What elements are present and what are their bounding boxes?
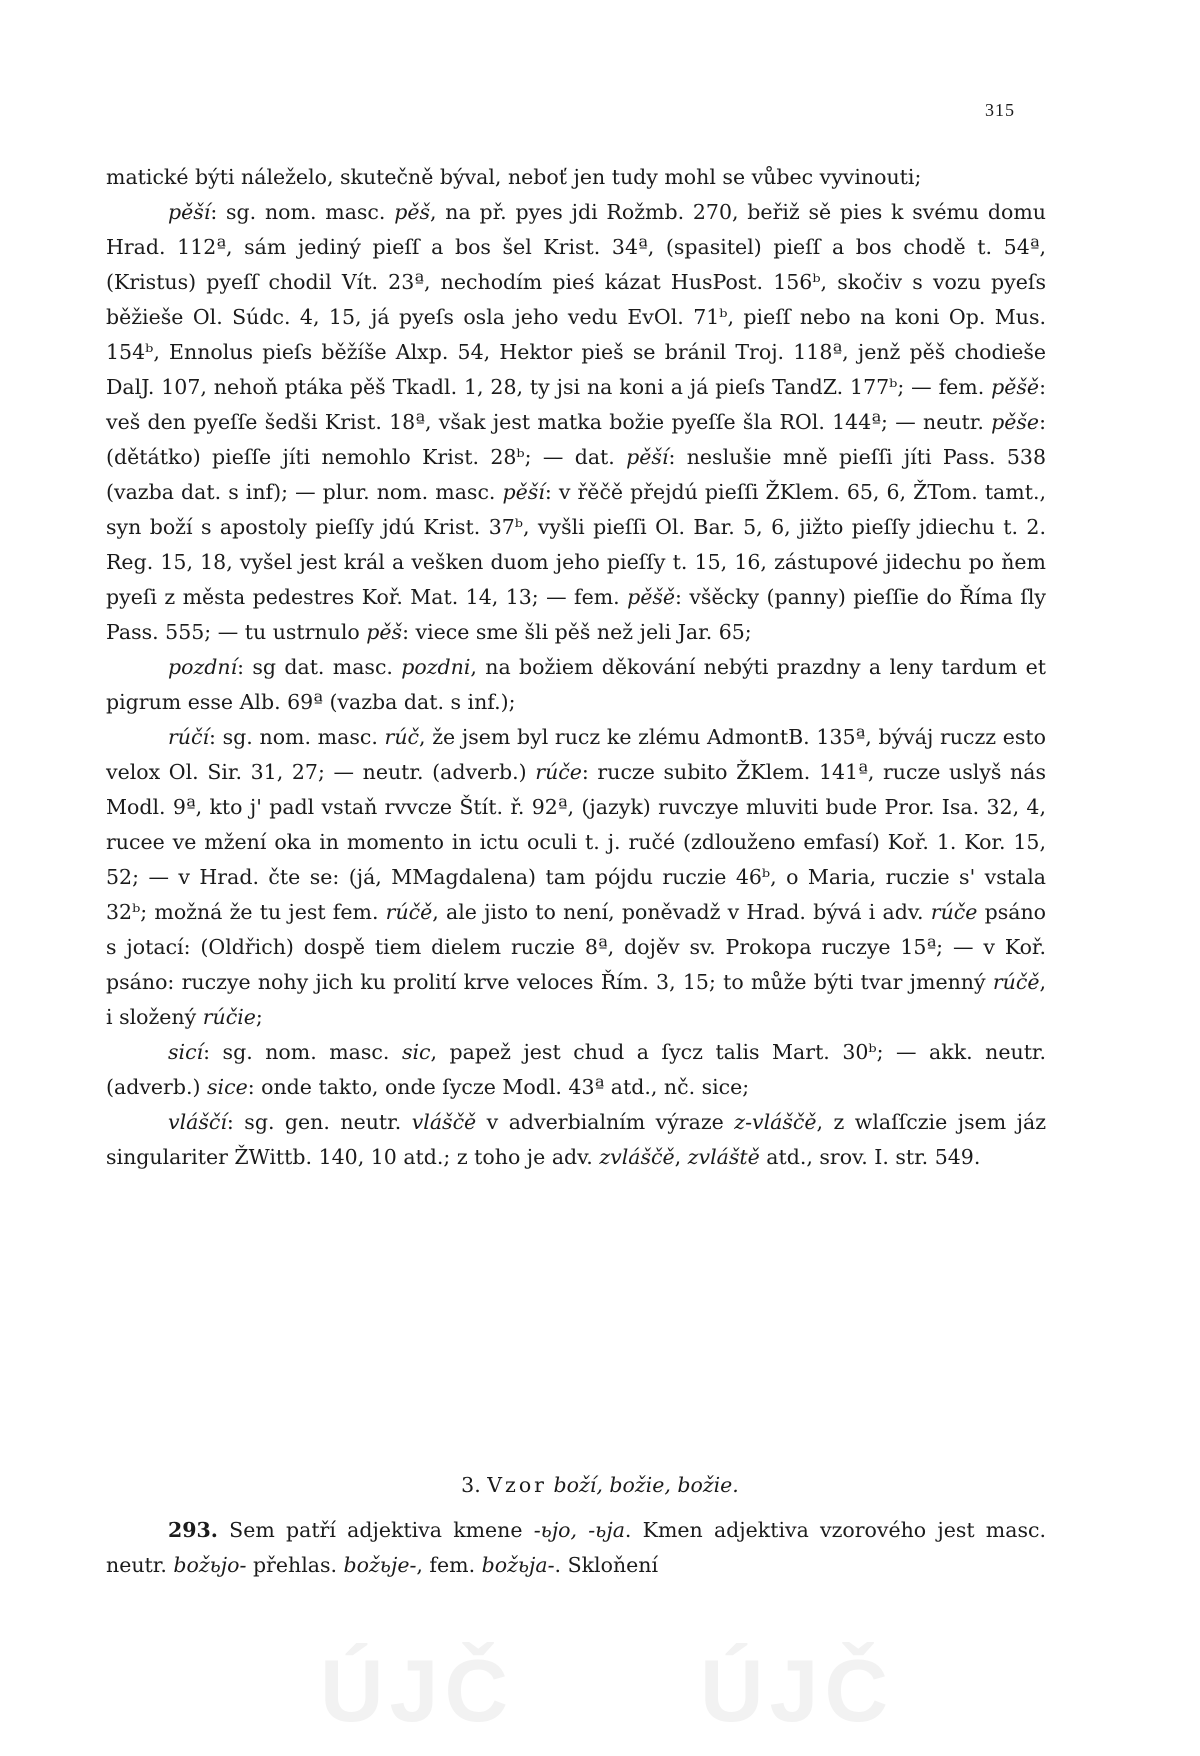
paragraph-run: matické býti náleželo, skutečně býval, neboť jen tudy mohl se vůbec vyvinouti; bbox=[106, 165, 922, 189]
paragraph-run: : veš den pyeſſe šedši Krist. 18ª, však jest matka božie pyeſſe šla ROl. 144ª; — neutr. bbox=[106, 375, 1046, 434]
paragraph-run: rúč bbox=[384, 725, 420, 749]
paragraph-run: pěše bbox=[991, 410, 1040, 434]
heading-spaced: Vzor bbox=[487, 1473, 547, 1497]
paragraph bbox=[106, 1105, 1046, 1175]
section-run: . Kmen adjektiva vzorového jest masc. neutr. bbox=[106, 1518, 1046, 1577]
paragraph-run: zvláščě bbox=[599, 1145, 675, 1169]
paragraph-run: pěš bbox=[394, 200, 430, 224]
paragraph-run: rúčí bbox=[168, 725, 210, 749]
paragraph-run: vláščí bbox=[168, 1110, 227, 1134]
paragraph-run: pozdni bbox=[401, 655, 471, 679]
paragraph-run: : (dětátko) pieſſe jíti nemohlo Krist. 28ᵇ; — dat. bbox=[106, 410, 1046, 469]
section-text bbox=[106, 1513, 1046, 1583]
section-run: božьjo- bbox=[173, 1553, 247, 1577]
paragraph bbox=[106, 1035, 1046, 1105]
section-run: . Skloňení bbox=[554, 1553, 659, 1577]
paragraph-run: sice bbox=[207, 1075, 248, 1099]
watermark-right: ÚJČ bbox=[700, 1641, 895, 1740]
paragraph-run: : onde takto, onde ſycze Modl. 43ª atd., nč. sice; bbox=[247, 1075, 750, 1099]
paragraph-run: v adverbialním výraze bbox=[476, 1110, 735, 1134]
paragraph-run: : sg. nom. masc. bbox=[209, 725, 385, 749]
body-text bbox=[106, 160, 1046, 1175]
paragraph-run: , že jsem byl rucz ke zlému AdmontB. 135ª, býváj ruczz esto velox Ol. Sir. 31, 27; — neutr. (adverb.) bbox=[106, 725, 1046, 784]
paragraph-run: pěšě bbox=[627, 585, 676, 609]
section-run: božьje- bbox=[343, 1553, 417, 1577]
paragraph-run: pěš bbox=[366, 620, 403, 644]
paragraph-run: : sg. nom. masc. bbox=[210, 200, 395, 224]
paragraph-run: sic bbox=[401, 1040, 431, 1064]
paragraph-run: ; bbox=[255, 1005, 263, 1029]
paragraph-run: atd., srov. I. str. 549. bbox=[759, 1145, 981, 1169]
watermark-left: ÚJČ bbox=[320, 1641, 515, 1740]
paragraph-run: : v řěčě přejdú pieſſi ŽKlem. 65, 6, ŽTom. tamt., syn boží s apostoly pieſſy jdú Krist. 37ᵇ, vyšli pieſſi Ol. Bar. 5, 6, jižto pieſſy jdiechu t. 2. Reg. 15, 18, vyšel jest král a vešken duom jeho pieſſy t. 15, 16, zástupové jidechu po ňem pyeſi z města pedestres Koř. Mat. 14, 13; — fem. bbox=[106, 480, 1046, 609]
paragraph bbox=[106, 195, 1046, 650]
paragraph-run: : všěcky (panny) pieſſie do Říma ſly Pass. 555; — tu ustrnulo bbox=[106, 585, 1046, 644]
section-run: , fem. bbox=[416, 1553, 482, 1577]
paragraph bbox=[106, 160, 1046, 195]
paragraph-run: rúče bbox=[535, 760, 582, 784]
paragraph-run: pozdní bbox=[168, 655, 238, 679]
paragraph-run: : sg. nom. masc. bbox=[203, 1040, 402, 1064]
heading-italic: boží, božie, božie. bbox=[553, 1473, 739, 1497]
paragraph-run: pěší bbox=[168, 200, 211, 224]
section-run: -ьjo, -ьja bbox=[533, 1518, 625, 1542]
paragraph-run: : neslušie mně pieſſi jíti Pass. 538 (vazba dat. s inf); — plur. nom. masc. bbox=[106, 445, 1046, 504]
heading-prefix: 3. bbox=[461, 1473, 488, 1497]
section-number: 293. bbox=[168, 1518, 218, 1542]
paragraph-run: rúčě bbox=[385, 900, 433, 924]
paragraph-run: rúče bbox=[930, 900, 978, 924]
paragraph-run: vláščě bbox=[411, 1110, 477, 1134]
paragraph-run: , na božiem děkování nebýti prazdny a leny tardum et pigrum esse Alb. 69ª (vazba dat. s inf.); bbox=[106, 655, 1046, 714]
paragraph-run: : sg. gen. neutr. bbox=[226, 1110, 412, 1134]
paragraph-run: psáno s jotací: (Oldřich) dospě tiem dielem ruczie 8ª, dojěv sv. Prokopa ruczye 15ª; — v Koř. psáno: ruczye nohy jich ku prolití krve veloces Řím. 3, 15; to může býti tvar jmenný bbox=[106, 900, 1046, 994]
paragraph-run: , papež jest chud a ſycz talis Mart. 30ᵇ; — akk. neutr. (adverb.) bbox=[106, 1040, 1046, 1099]
paragraph-run: : rucze subito ŽKlem. 141ª, rucze uslyš nás Modl. 9ª, kto j' padl vstaň rvvcze Štít. ř. 92ª, (jazyk) ruvczye mluviti bude Pror. Isa. 32, 4, rucee ve mžení oka in momento in ictu oculi t. j. ručé (zdlouženo emfasí) Koř. 1. Kor. 15, 52; — v Hrad. čte se: (já, MMagdalena) tam pójdu ruczie 46ᵇ, o Maria, ruczie s' vstala 32ᵇ; možná že tu jest fem. bbox=[106, 760, 1046, 924]
section-run: božьja- bbox=[481, 1553, 555, 1577]
section-heading bbox=[0, 1468, 1200, 1503]
paragraph-run: z-vláščě bbox=[734, 1110, 817, 1134]
paragraph-run: , ale jisto to není, poněvadž v Hrad. bývá i adv. bbox=[432, 900, 931, 924]
paragraph-run: pěší bbox=[626, 445, 669, 469]
paragraph-run: : sg dat. masc. bbox=[237, 655, 402, 679]
paragraph-run: rúčie bbox=[202, 1005, 256, 1029]
paragraph-run: , bbox=[674, 1145, 688, 1169]
paragraph-run: , na př. pyes jdi Rožmb. 270, beřiž sě pies k svému domu Hrad. 112ª, sám jediný pieſſ a bos šel Krist. 34ª, (spasitel) pieſſ a bos chodě t. 54ª, (Kristus) pyeſſ chodil Vít. 23ª, nechodím pieś kázat HusPost. 156ᵇ, skočiv s vozu pyeſs běžieše Ol. Súdc. 4, 15, já pyeſs osla jeho vedu EvOl. 71ᵇ, pieſſ nebo na koni Op. Mus. 154ᵇ, Ennolus pieſs běžíše Alxp. 54, Hektor pieš se bránil Troj. 118ª, jenž pěš chodieše DalJ. 107, nehoň ptáka pěš Tkadl. 1, 28, ty jsi na koni a já pieſs TandZ. 177ᵇ; — fem. bbox=[106, 200, 1046, 399]
paragraph bbox=[106, 650, 1046, 720]
page-number: 315 bbox=[985, 100, 1015, 120]
paragraph-run: rúčě bbox=[992, 970, 1040, 994]
paragraph-run: : viece sme šli pěš než jeli Jar. 65; bbox=[402, 620, 752, 644]
section-run: Sem patří adjektiva kmene bbox=[217, 1518, 534, 1542]
paragraph-run: pěší bbox=[502, 480, 545, 504]
paragraph-run: zvláště bbox=[687, 1145, 760, 1169]
paragraph-run: pěšě bbox=[991, 375, 1040, 399]
paragraph-run: , z wlaſſczie jsem jáz singulariter ŽWittb. 140, 10 atd.; z toho je adv. bbox=[106, 1110, 1047, 1169]
section-paragraph bbox=[106, 1513, 1046, 1583]
paragraph-run: , i složený bbox=[106, 970, 1046, 1029]
paragraph bbox=[106, 720, 1046, 1035]
paragraph-run: sicí bbox=[168, 1040, 204, 1064]
section-run: přehlas. bbox=[246, 1553, 344, 1577]
